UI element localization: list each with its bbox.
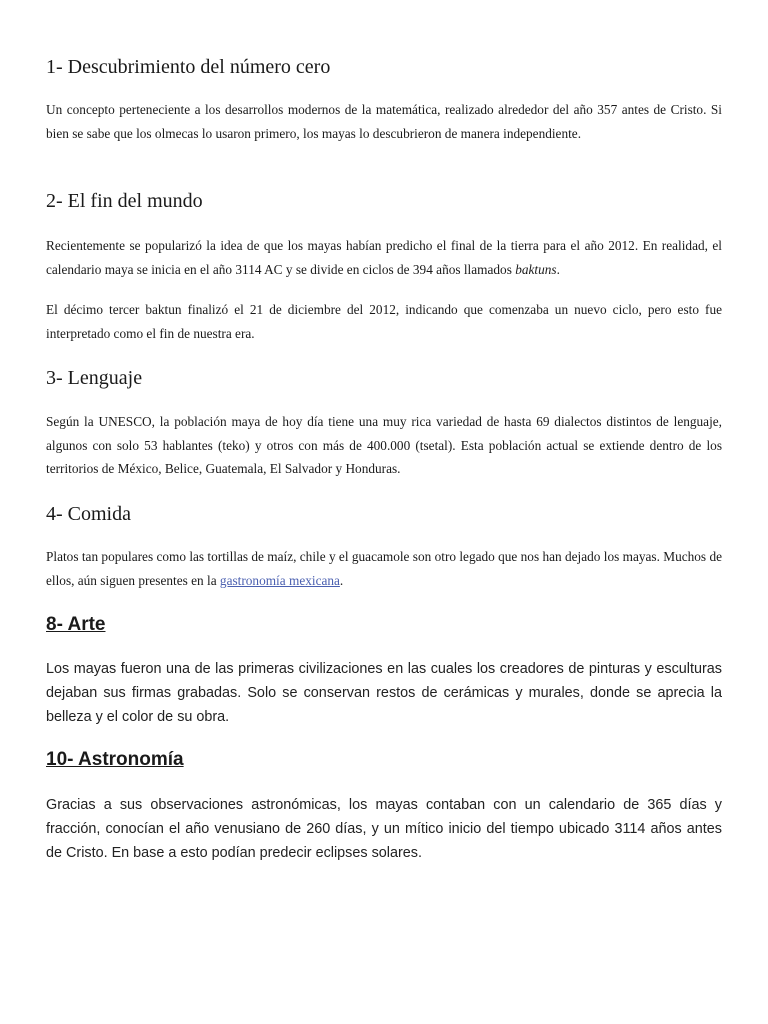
section-paragraph-astronomy: Gracias a sus observaciones astronómicas, los mayas contaban con un calendario de 365 días y fracción, conocían el año venusiano de 260 días, y un mítico inicio del tiempo ubicado 3114 años antes de Cristo. En base a esto podían predecir eclipses solares. (46, 797, 722, 861)
section-paragraph-food (46, 545, 722, 592)
section-heading-astronomy: 10- Astronomía (46, 749, 184, 770)
section-paragraph-art: Los mayas fueron una de las primeras civilizaciones en las cuales los creadores de pinturas y esculturas dejaban sus firmas grabadas. Solo se conservan restos de cerámicas y murales, donde se aprecia la belleza y el color de su obra. (46, 661, 722, 725)
section-heading-zero: 1- Descubrimiento del número cero (46, 56, 331, 78)
paragraph-text: Recientemente se popularizó la idea de que los mayas habían predicho el final de la tierra para el año 2012. En realidad, el calendario maya se inicia en el año 3114 AC y se divide en ciclos de 394 años llamados (46, 238, 722, 277)
section-heading-food: 4- Comida (46, 503, 131, 525)
section-paragraph-end-of-world-2: El décimo tercer baktun finalizó el 21 de diciembre del 2012, indicando que comenzaba un nuevo ciclo, pero esto fue interpretado como el fin de nuestra era. (46, 302, 722, 341)
paragraph-end: . (556, 261, 560, 277)
section-paragraph-language: Según la UNESCO, la población maya de hoy día tiene una muy rica variedad de hasta 69 dialectos distintos de lenguaje, algunos con solo 53 hablantes (teko) y otros con más de 400.000 (tsetal). Esta población actual se extiende dentro de los territorios de México, Belice, Guatemala, El Salvador y Honduras. (46, 414, 722, 476)
paragraph-text: Platos tan populares como las tortillas de maíz, chile y el guacamole son otro legado que nos han dejado los mayas. Muchos de ellos, aún siguen presentes en la (46, 549, 722, 588)
section-paragraph-end-of-world-1 (46, 234, 722, 281)
section-heading-end-of-world: 2- El fin del mundo (46, 190, 203, 212)
section-heading-art: 8- Arte (46, 614, 106, 635)
section-paragraph-zero: Un concepto perteneciente a los desarrollos modernos de la matemática, realizado alrededor del año 357 antes de Cristo. Si bien se sabe que los olmecas lo usaron primero, los mayas lo descubrieron de manera independiente. (46, 102, 722, 141)
baktuns-term: baktuns (515, 261, 557, 277)
paragraph-end: . (339, 572, 344, 588)
gastronomia-mexicana-link[interactable]: gastronomía mexicana (219, 572, 340, 588)
section-heading-language: 3- Lenguaje (46, 367, 143, 389)
